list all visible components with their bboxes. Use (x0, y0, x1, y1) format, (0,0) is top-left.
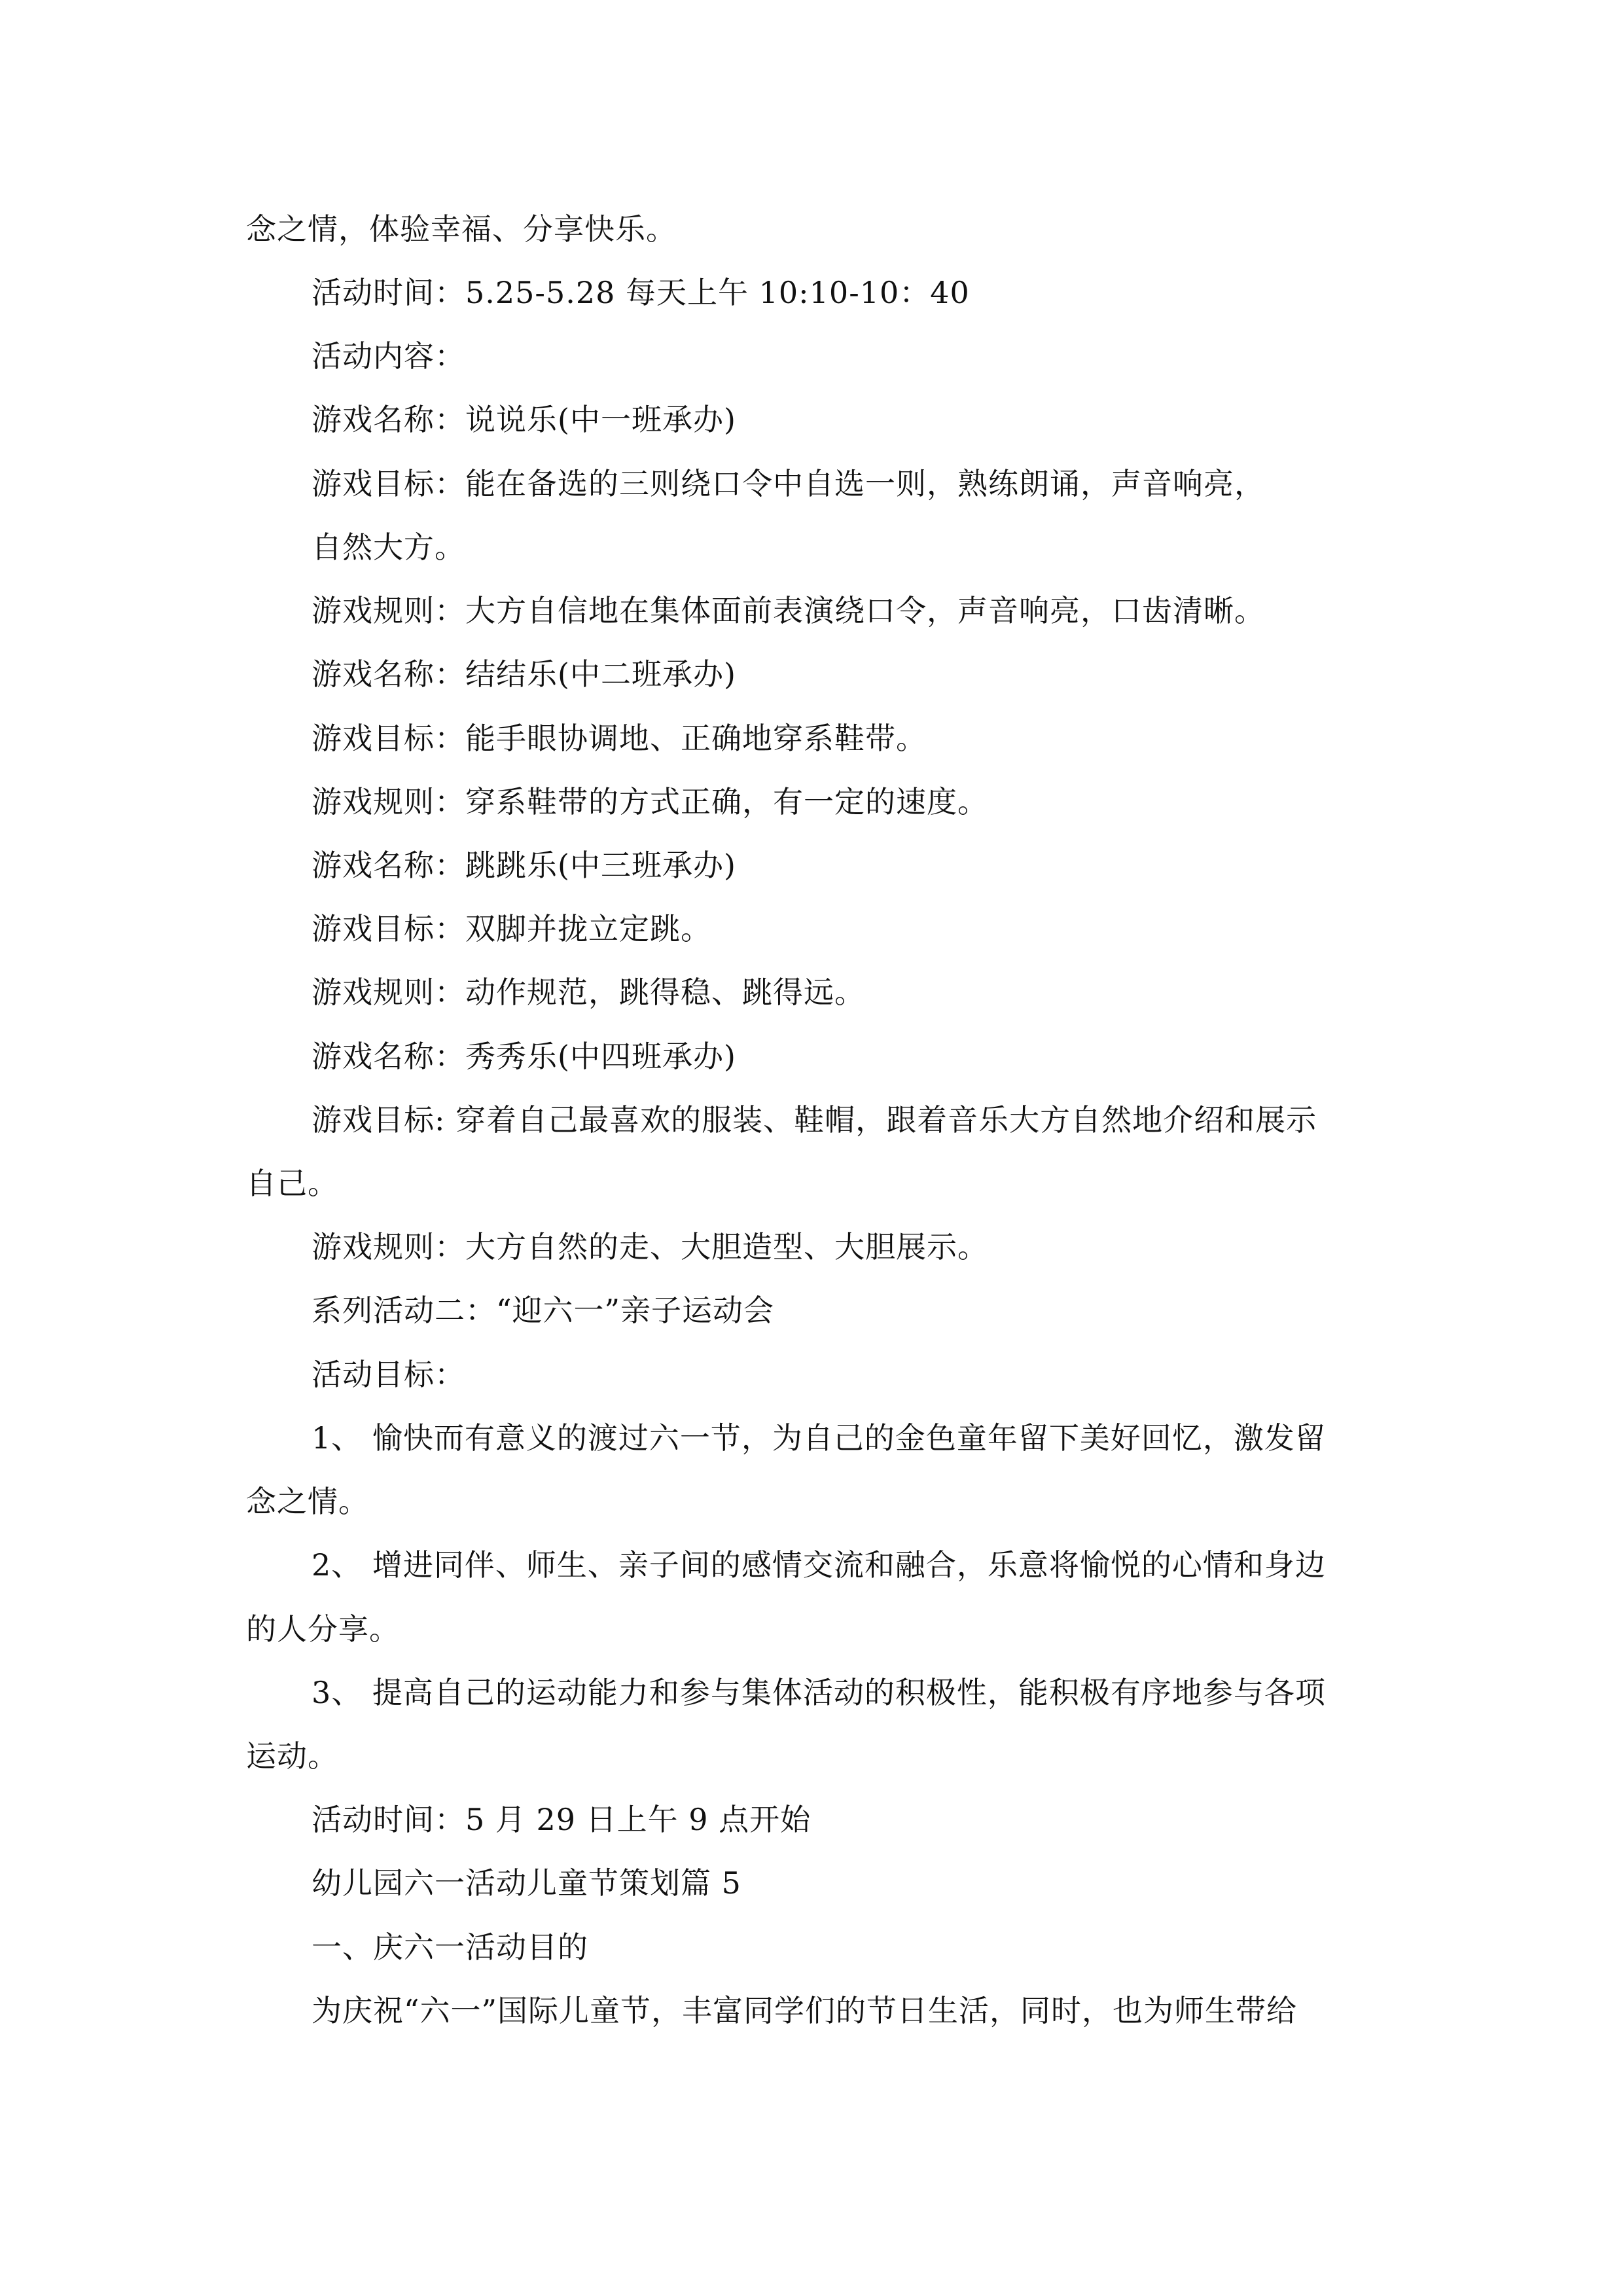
game-name-line: 游戏名称：说说乐(中一班承办) (312, 402, 736, 437)
text-line: 为庆祝“六一”国际儿童节，丰富同学们的节日生活，同时，也为师生带给 (312, 1993, 1298, 2028)
activity-time-line: 活动时间：5 月 29 日上午 9 点开始 (312, 1802, 812, 1837)
game-rule-line: 游戏规则：大方自信地在集体面前表演绕口令，声音响亮，口齿清晰。 (312, 593, 1265, 628)
game-rule-line: 游戏规则：大方自然的走、大胆造型、大胆展示。 (312, 1229, 988, 1265)
text-line: 的人分享。 (246, 1611, 400, 1647)
article-title: 幼儿园六一活动儿童节策划篇 5 (312, 1865, 741, 1901)
game-goal-line: 游戏目标：能手眼协调地、正确地穿系鞋带。 (312, 721, 927, 756)
section-heading: 一、庆六一活动目的 (312, 1929, 588, 1965)
text-line: 念之情。 (246, 1484, 369, 1519)
list-item: 2、 增进同伴、师生、亲子间的感情交流和融合，乐意将愉悦的心情和身边 (312, 1547, 1326, 1583)
game-name-line: 游戏名称：秀秀乐(中四班承办) (312, 1039, 736, 1074)
activity-content-heading: 活动内容： (312, 338, 465, 374)
game-name-line: 游戏名称：结结乐(中二班承办) (312, 656, 736, 692)
list-item: 1、 愉快而有意义的渡过六一节，为自己的金色童年留下美好回忆，激发留 (312, 1420, 1326, 1456)
game-goal-line: 游戏目标：双脚并拢立定跳。 (312, 911, 711, 946)
text-line: 自己。 (246, 1166, 338, 1201)
game-rule-line: 游戏规则：穿系鞋带的方式正确，有一定的速度。 (312, 784, 988, 819)
game-goal-line: 游戏目标: 穿着自己最喜欢的服装、鞋帽，跟着音乐大方自然地介绍和展示 (312, 1102, 1317, 1138)
section-heading: 系列活动二：“迎六一”亲子运动会 (312, 1293, 775, 1328)
text-line: 自然大方。 (312, 529, 465, 565)
text-line: 运动。 (246, 1738, 338, 1774)
game-name-line: 游戏名称：跳跳乐(中三班承办) (312, 848, 736, 883)
game-goal-line: 游戏目标：能在备选的三则绕口令中自选一则，熟练朗诵，声音响亮， (312, 466, 1265, 501)
game-rule-line: 游戏规则：动作规范，跳得稳、跳得远。 (312, 975, 865, 1010)
activity-time-line: 活动时间：5.25-5.28 每天上午 10:10-10：40 (312, 275, 970, 310)
list-item: 3、 提高自己的运动能力和参与集体活动的积极性，能积极有序地参与各项 (312, 1675, 1326, 1710)
text-line: 念之情，体验幸福、分享快乐。 (246, 211, 677, 247)
activity-goal-heading: 活动目标： (312, 1357, 465, 1392)
